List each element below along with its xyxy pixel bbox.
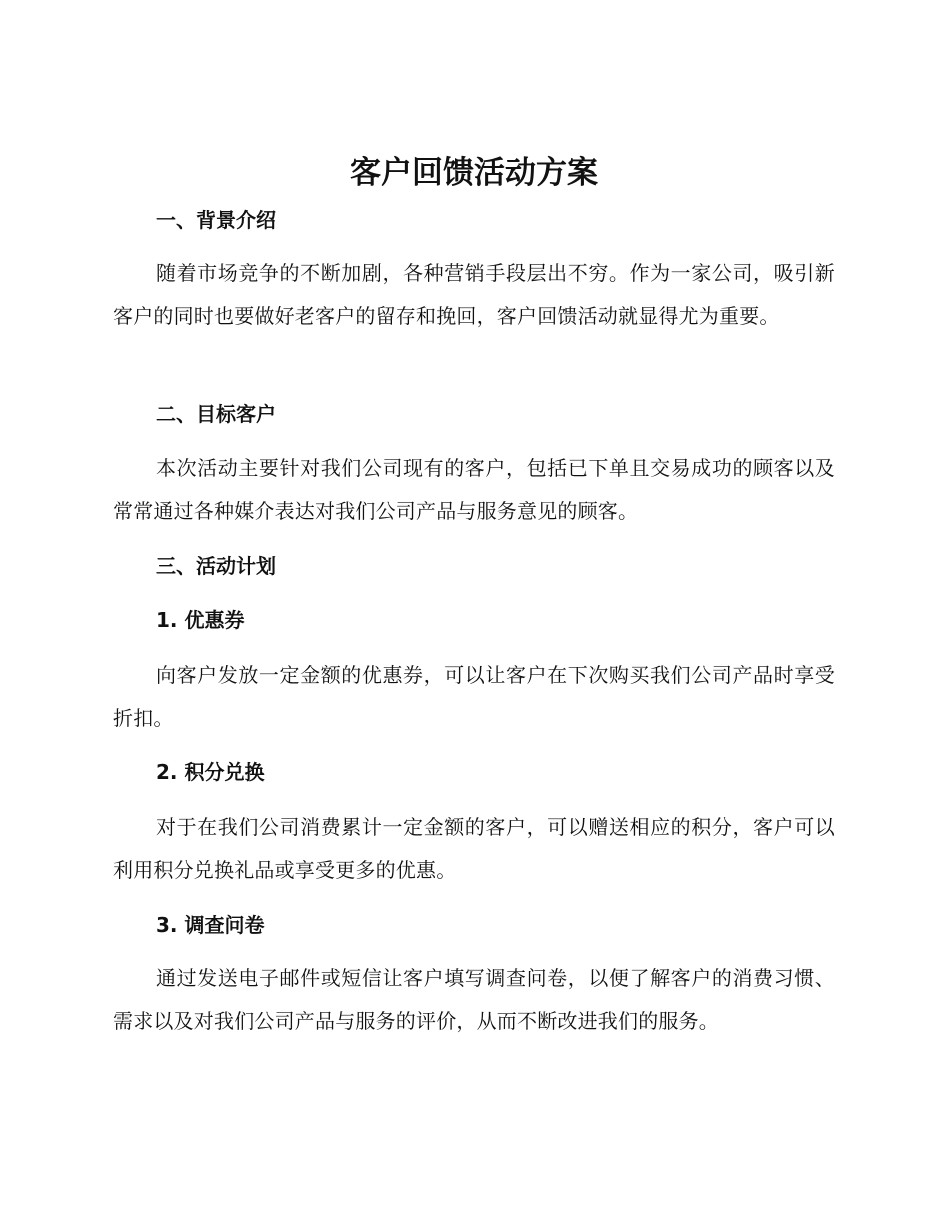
subheading-coupon: 1. 优惠券 bbox=[156, 608, 245, 632]
paragraph-coupon: 向客户发放一定金额的优惠券，可以让客户在下次购买我们公司产品时享受折扣。 bbox=[113, 663, 835, 730]
subheading-points-exchange: 2. 积分兑换 bbox=[156, 760, 265, 784]
section-heading-target-customers: 二、目标客户 bbox=[156, 402, 276, 426]
section-heading-activity-plan: 三、活动计划 bbox=[156, 554, 276, 578]
paragraph-survey: 通过发送电子邮件或短信让客户填写调查问卷，以便了解客户的消费习惯、需求以及对我们公司产品与服务的评价，从而不断改进我们的服务。 bbox=[113, 966, 835, 1033]
document-title: 客户回馈活动方案 bbox=[350, 155, 598, 191]
subheading-survey: 3. 调查问卷 bbox=[156, 913, 265, 937]
paragraph-background: 随着市场竞争的不断加剧，各种营销手段层出不穷。作为一家公司，吸引新客户的同时也要做好老客户的留存和挽回，客户回馈活动就显得尤为重要。 bbox=[113, 261, 835, 328]
paragraph-target-customers: 本次活动主要针对我们公司现有的客户，包括已下单且交易成功的顾客以及常常通过各种媒介表达对我们公司产品与服务意见的顾客。 bbox=[113, 456, 835, 523]
section-heading-background: 一、背景介绍 bbox=[156, 208, 276, 232]
paragraph-points-exchange: 对于在我们公司消费累计一定金额的客户，可以赠送相应的积分，客户可以利用积分兑换礼品或享受更多的优惠。 bbox=[113, 815, 835, 882]
